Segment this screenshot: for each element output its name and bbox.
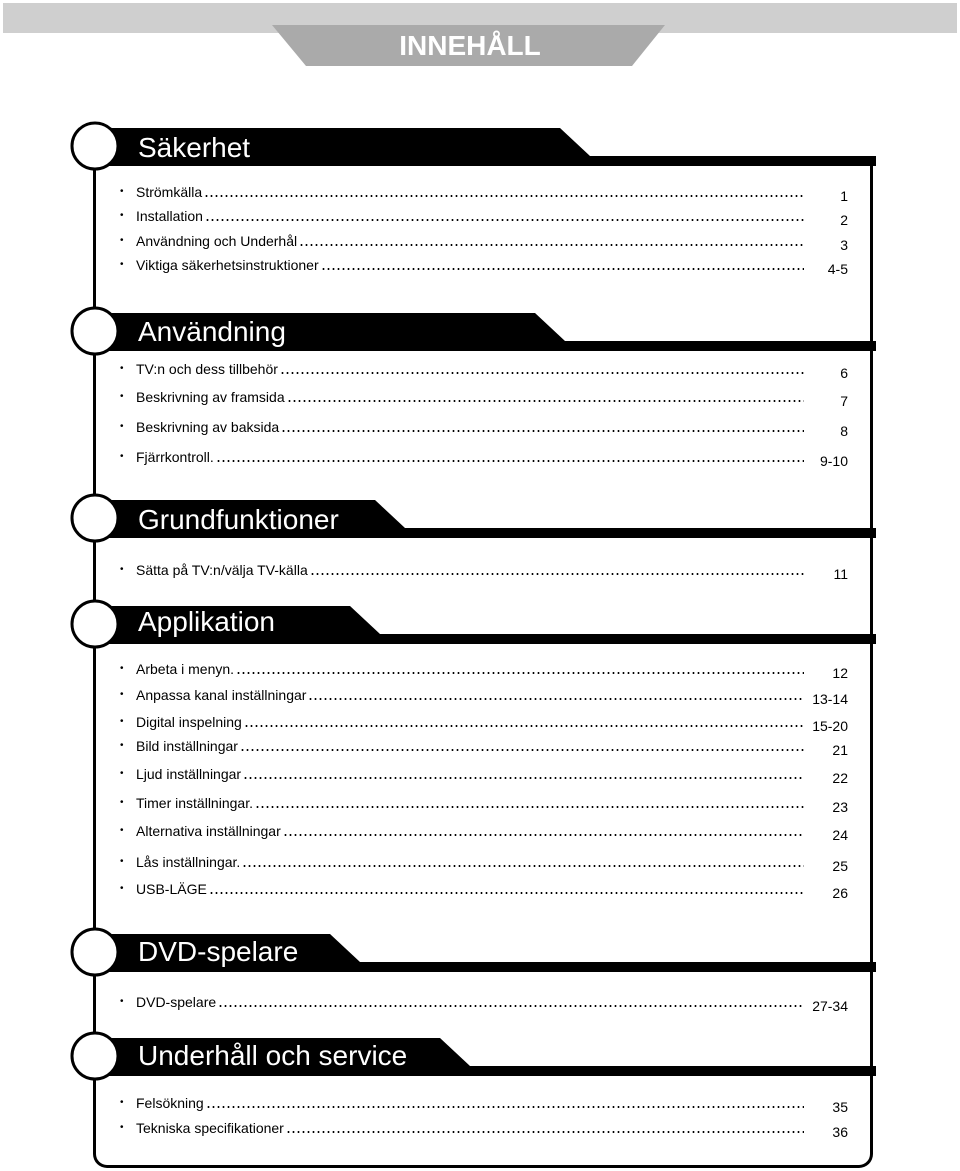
toc-label: TV:n och dess tillbehör [136, 361, 278, 377]
toc-label: Tekniska specifikationer [136, 1120, 284, 1136]
dot-leader [236, 672, 804, 674]
page-title: INNEHÅLL [399, 30, 541, 61]
section-title: Användning [138, 316, 286, 347]
toc-page-number: 6 [840, 365, 848, 381]
toc-label: DVD-spelare [136, 994, 217, 1010]
section-circle-icon [72, 308, 118, 354]
toc-label: Digital inspelning [136, 714, 242, 730]
section-circle-icon [72, 1033, 118, 1079]
dot-leader [310, 573, 804, 575]
section-circle-icon [72, 601, 118, 647]
toc-label: USB-LÄGE [136, 881, 207, 897]
toc-section [0, 492, 960, 552]
toc-row[interactable] [120, 356, 848, 381]
toc-label: Bild inställningar [136, 738, 238, 754]
dot-leader [218, 1005, 804, 1007]
dot-leader [205, 219, 804, 221]
dot-leader [204, 195, 804, 197]
dot-leader [242, 865, 804, 867]
toc-page-number: 12 [832, 665, 848, 681]
toc-section [0, 1030, 960, 1090]
toc-row[interactable] [120, 709, 848, 734]
toc-page-number: 21 [832, 742, 848, 758]
toc-row[interactable] [120, 989, 848, 1014]
toc-label: Strömkälla [136, 184, 203, 200]
toc-label: Arbeta i menyn. [136, 661, 235, 677]
bullet-icon: • [120, 186, 124, 197]
section-title: Säkerhet [138, 132, 251, 163]
bullet-icon: • [120, 883, 124, 894]
dot-leader [206, 1106, 804, 1108]
toc-page-number: 25 [832, 858, 848, 874]
toc-page-number: 23 [832, 799, 848, 815]
toc-page-number: 11 [833, 566, 848, 582]
toc-row[interactable] [120, 1115, 848, 1140]
bullet-icon: • [120, 996, 124, 1007]
section-circle-icon [72, 929, 118, 975]
toc-row[interactable] [120, 414, 848, 439]
toc-label: Beskrivning av baksida [136, 419, 280, 435]
dot-leader [321, 268, 804, 270]
toc-row[interactable] [120, 179, 848, 204]
bullet-icon: • [120, 740, 124, 751]
toc-label: Viktiga säkerhetsinstruktioner [136, 257, 319, 273]
bullet-icon: • [120, 825, 124, 836]
toc-label: Lås inställningar. [136, 854, 241, 870]
toc-row[interactable] [120, 818, 848, 843]
section-title: DVD-spelare [138, 936, 299, 967]
toc-page-number: 26 [832, 885, 848, 901]
dot-leader [255, 806, 804, 808]
toc-page-number: 36 [832, 1124, 848, 1140]
bullet-icon: • [120, 768, 124, 779]
toc-page-number: 35 [832, 1099, 848, 1115]
toc-row[interactable] [120, 1090, 848, 1115]
toc-label: Felsökning [136, 1095, 204, 1111]
dot-leader [286, 1131, 804, 1133]
bullet-icon: • [120, 564, 124, 575]
toc-label: Användning och Underhål [136, 233, 298, 249]
section-title: Applikation [138, 606, 275, 637]
toc-page-number: 9-10 [819, 453, 848, 469]
toc-label: Sätta på TV:n/välja TV-källa [136, 562, 308, 578]
toc-page-number: 2 [840, 212, 848, 228]
toc-row[interactable] [120, 384, 848, 409]
bullet-icon: • [120, 421, 124, 432]
dot-leader [281, 430, 804, 432]
toc-page-number: 1 [840, 188, 848, 204]
toc-page-number: 7 [840, 393, 848, 409]
bullet-icon: • [120, 663, 124, 674]
bullet-icon: • [120, 1097, 124, 1108]
toc-row[interactable] [120, 228, 848, 253]
section-title: Underhåll och service [138, 1040, 408, 1071]
toc-label: Anpassa kanal inställningar [136, 687, 307, 703]
toc-row[interactable] [120, 761, 848, 786]
toc-page-number: 4-5 [827, 261, 848, 277]
toc-row[interactable] [120, 733, 848, 758]
toc-row[interactable] [120, 203, 848, 228]
dot-leader [287, 400, 804, 402]
toc-row[interactable] [120, 876, 848, 901]
toc-row[interactable] [120, 252, 848, 277]
toc-row[interactable] [120, 557, 848, 582]
toc-row[interactable] [120, 849, 848, 874]
bullet-icon: • [120, 856, 124, 867]
bullet-icon: • [120, 363, 124, 374]
bullet-icon: • [120, 797, 124, 808]
toc-label: Ljud inställningar [136, 766, 242, 782]
toc-row[interactable] [120, 682, 848, 707]
dot-leader [243, 777, 804, 779]
toc-label: Timer inställningar. [136, 795, 253, 811]
toc-page-number: 22 [832, 770, 848, 786]
dot-leader [244, 725, 804, 727]
toc-row[interactable] [120, 444, 848, 469]
toc-page-number: 8 [840, 423, 848, 439]
bullet-icon: • [120, 1122, 124, 1133]
dot-leader [280, 372, 804, 374]
bullet-icon: • [120, 451, 124, 462]
toc-page-number: 15-20 [812, 718, 848, 734]
bullet-icon: • [120, 689, 124, 700]
toc-section [0, 926, 960, 986]
section-circle-icon [72, 123, 118, 169]
dot-leader [299, 244, 804, 246]
bullet-icon: • [120, 716, 124, 727]
toc-section [0, 598, 960, 658]
section-circle-icon [72, 495, 118, 541]
toc-label: Beskrivning av framsida [136, 389, 285, 405]
dot-leader [209, 892, 804, 894]
dot-leader [240, 749, 804, 751]
bullet-icon: • [120, 210, 124, 221]
bullet-icon: • [120, 235, 124, 246]
toc-row[interactable] [120, 656, 848, 681]
dot-leader [308, 698, 804, 700]
dot-leader [216, 460, 804, 462]
section-title: Grundfunktioner [138, 504, 339, 535]
dot-leader [283, 834, 804, 836]
toc-page-number: 24 [832, 827, 848, 843]
toc-label: Alternativa inställningar [136, 823, 281, 839]
toc-page-number: 3 [840, 237, 848, 253]
toc-page-number: 27-34 [812, 998, 848, 1014]
toc-row[interactable] [120, 790, 848, 815]
bullet-icon: • [120, 259, 124, 270]
toc-label: Installation [136, 208, 203, 224]
bullet-icon: • [120, 391, 124, 402]
toc-section [0, 120, 960, 180]
toc-label: Fjärrkontroll. [136, 449, 214, 465]
toc-page-number: 13-14 [812, 691, 848, 707]
